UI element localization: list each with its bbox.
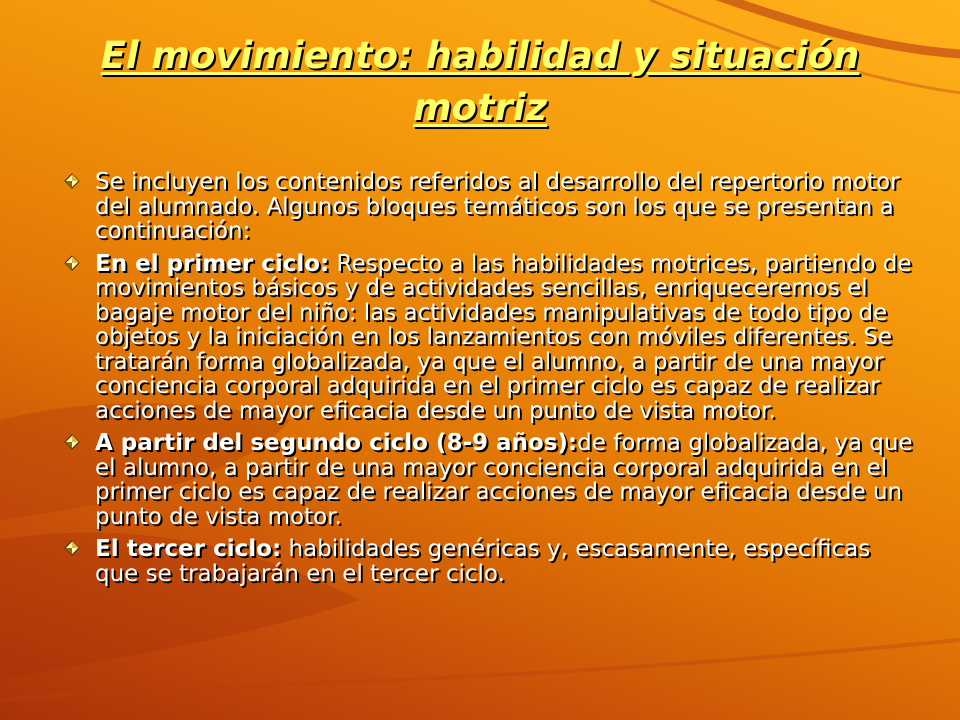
bullet-item — [64, 252, 914, 424]
bullet-item — [64, 537, 914, 586]
diamond-bullet-icon — [64, 255, 80, 271]
bullet-lead: En el primer ciclo: — [95, 250, 330, 277]
bullet-text: Se incluyen los contenidos referidos al desarrollo del repertorio motor del alumnado. Algunos bloques temáticos son los que se presentan a continuación: — [95, 169, 900, 244]
bullet-lead: El tercer ciclo: — [95, 536, 282, 562]
bullet-text: de forma globalizada, ya que el alumno, a partir de una mayor conciencia corporal adquirida en el primer ciclo es capaz de realizar acciones de mayor eficacia desde un punto de vista motor. — [95, 430, 913, 530]
diamond-bullet-icon — [64, 434, 80, 450]
slide-title: El movimiento: habilidad y situación motriz — [100, 34, 860, 129]
diamond-bullet-icon — [64, 540, 80, 556]
bullet-text: habilidades genéricas y, escasamente, específicas que se trabajarán en el tercer ciclo. — [95, 536, 871, 587]
bullet-item — [64, 170, 914, 244]
bullet-lead: A partir del segundo ciclo (8-9 años): — [95, 430, 578, 456]
bullet-text: Respecto a las habilidades motrices, partiendo de movimientos básicos y de actividades sencillas, enriqueceremos el bagaje motor del niño: las actividades manipulativas de todo tipo de objetos y la iniciación en los lanzamientos con móviles diferentes. Se tratarán forma globalizada, ya que el alumno, a partir de una mayor conciencia corporal adquirida en el primer ciclo es capaz de realizar acciones de mayor eficacia desde un punto de vista motor. — [95, 250, 912, 424]
bullet-item — [64, 431, 914, 529]
bullet-list — [64, 170, 914, 594]
diamond-bullet-icon — [64, 173, 80, 189]
